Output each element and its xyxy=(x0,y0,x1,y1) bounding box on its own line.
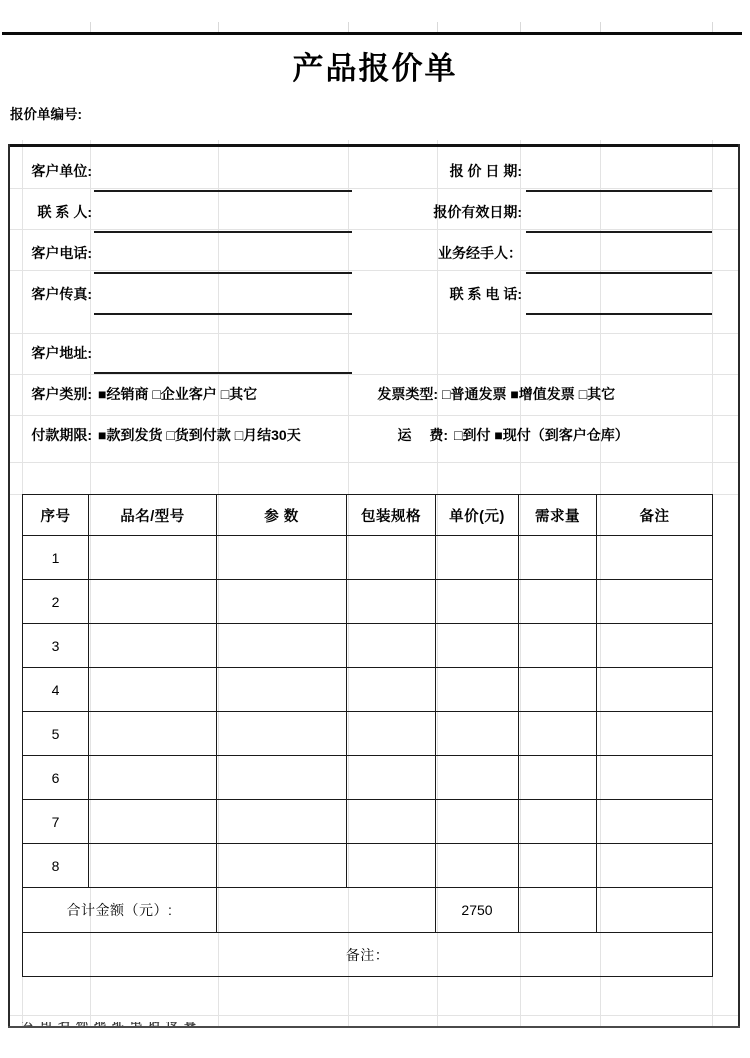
field-customer-address[interactable] xyxy=(94,333,352,372)
cell-package[interactable] xyxy=(347,712,436,756)
options-invoice-type[interactable]: □普通发票 ■增值发票 □其它 xyxy=(442,386,616,402)
label-freight: 运 费: xyxy=(397,427,448,443)
options-payment-term[interactable]: ■款到发货 □货到付款 □月结30天 xyxy=(98,427,301,443)
label-customer-category: 客户类别: xyxy=(31,386,92,402)
cell-remark[interactable] xyxy=(597,668,713,712)
quote-number-label: 报价单编号: xyxy=(10,107,82,122)
cell-spec[interactable] xyxy=(217,624,347,668)
total-middle-cell[interactable] xyxy=(217,888,436,933)
column-header-quantity: 需求量 xyxy=(519,495,597,536)
bottom-divider-rule xyxy=(8,1026,740,1028)
cell-remark[interactable] xyxy=(597,536,713,580)
info-row-customer-company xyxy=(8,151,740,192)
label-payment-term: 付款期限: xyxy=(31,427,92,443)
gridline-horizontal xyxy=(8,462,740,463)
page-title: 产品报价单 xyxy=(292,51,458,86)
cell-package[interactable] xyxy=(347,800,436,844)
cell-price[interactable] xyxy=(436,800,519,844)
table-remark-row xyxy=(23,933,713,977)
field-contact-phone[interactable] xyxy=(526,274,712,313)
table-row xyxy=(23,536,713,580)
cell-remark[interactable] xyxy=(597,580,713,624)
cell-index: 4 xyxy=(23,668,89,712)
cell-index: 7 xyxy=(23,800,89,844)
label-customer-company: 客户单位: xyxy=(31,163,92,179)
options-freight[interactable]: □到付 ■现付（到客户仓库） xyxy=(454,427,629,443)
table-row xyxy=(23,580,713,624)
table-row xyxy=(23,624,713,668)
cell-quantity[interactable] xyxy=(519,844,597,888)
column-header-package: 包装规格 xyxy=(347,495,436,536)
cell-name[interactable] xyxy=(89,536,217,580)
info-row-customer-address xyxy=(8,333,740,374)
column-header-price: 单价(元) xyxy=(436,495,519,536)
cell-quantity[interactable] xyxy=(519,756,597,800)
cell-spec[interactable] xyxy=(217,756,347,800)
cell-package[interactable] xyxy=(347,668,436,712)
label-invoice-type: 发票类型: xyxy=(377,386,438,402)
table-total-row xyxy=(23,888,713,933)
cell-name[interactable] xyxy=(89,580,217,624)
cell-name[interactable] xyxy=(89,800,217,844)
total-amount-label: 合计金额（元）: xyxy=(23,888,217,933)
cell-spec[interactable] xyxy=(217,536,347,580)
table-row xyxy=(23,800,713,844)
total-amount-value[interactable]: 2750 xyxy=(436,888,519,933)
label-sales-handler: 业务经手人： xyxy=(438,245,522,261)
cell-package[interactable] xyxy=(347,580,436,624)
cell-index: 2 xyxy=(23,580,89,624)
cell-name[interactable] xyxy=(89,624,217,668)
label-customer-address: 客户地址: xyxy=(31,345,92,361)
gridline-horizontal xyxy=(8,1015,740,1016)
cell-quantity[interactable] xyxy=(519,580,597,624)
cell-quantity[interactable] xyxy=(519,624,597,668)
column-header-spec: 参 数 xyxy=(217,495,347,536)
cell-package[interactable] xyxy=(347,536,436,580)
cell-spec[interactable] xyxy=(217,844,347,888)
remark-label[interactable]: 备注： xyxy=(23,933,713,977)
cell-index: 1 xyxy=(23,536,89,580)
info-row-customer-category xyxy=(8,374,740,415)
cell-name[interactable] xyxy=(89,844,217,888)
cell-price[interactable] xyxy=(436,668,519,712)
underline-contact-phone xyxy=(526,313,712,315)
cell-quantity[interactable] xyxy=(519,712,597,756)
cell-quantity[interactable] xyxy=(519,800,597,844)
label-contact-phone: 联 系 电 话: xyxy=(449,286,522,302)
table-row xyxy=(23,844,713,888)
column-header-remark: 备注 xyxy=(597,495,713,536)
label-customer-phone: 客户电话: xyxy=(31,245,92,261)
info-row-payment-term xyxy=(8,415,740,456)
cell-package[interactable] xyxy=(347,756,436,800)
table-row xyxy=(23,756,713,800)
cell-remark[interactable] xyxy=(597,624,713,668)
total-remark-cell[interactable] xyxy=(597,888,713,933)
cell-spec[interactable] xyxy=(217,580,347,624)
info-row-customer-fax xyxy=(8,274,740,315)
info-row-customer-phone xyxy=(8,233,740,274)
label-quote-date: 报 价 日 期: xyxy=(449,163,522,179)
column-header-name: 品名/型号 xyxy=(89,495,217,536)
label-quote-valid-date: 报价有效日期: xyxy=(433,204,522,220)
cell-price[interactable] xyxy=(436,536,519,580)
cell-package[interactable] xyxy=(347,844,436,888)
cell-name[interactable] xyxy=(89,712,217,756)
cell-name[interactable] xyxy=(89,668,217,712)
cell-quantity[interactable] xyxy=(519,668,597,712)
cell-quantity[interactable] xyxy=(519,536,597,580)
field-quote-date[interactable] xyxy=(526,151,712,190)
cell-price[interactable] xyxy=(436,844,519,888)
cell-price[interactable] xyxy=(436,580,519,624)
cell-remark[interactable] xyxy=(597,800,713,844)
field-sales-handler[interactable] xyxy=(526,233,712,272)
cell-name[interactable] xyxy=(89,756,217,800)
cell-index: 8 xyxy=(23,844,89,888)
info-block-top-border xyxy=(8,144,740,147)
cell-remark[interactable] xyxy=(597,756,713,800)
cell-index: 3 xyxy=(23,624,89,668)
cell-price[interactable] xyxy=(436,756,519,800)
cell-price[interactable] xyxy=(436,712,519,756)
cell-package[interactable] xyxy=(347,624,436,668)
field-quote-valid-date[interactable] xyxy=(526,192,712,231)
label-contact-person: 联 系 人: xyxy=(37,204,92,220)
table-row xyxy=(23,712,713,756)
cell-spec[interactable] xyxy=(217,712,347,756)
cell-price[interactable] xyxy=(436,624,519,668)
cell-remark[interactable] xyxy=(597,712,713,756)
cell-spec[interactable] xyxy=(217,668,347,712)
options-customer-category[interactable]: ■经销商 □企业客户 □其它 xyxy=(98,386,258,402)
column-header-index: 序号 xyxy=(23,495,89,536)
table-row xyxy=(23,668,713,712)
label-customer-fax: 客户传真: xyxy=(31,286,92,302)
total-quantity-cell[interactable] xyxy=(519,888,597,933)
cell-index: 5 xyxy=(23,712,89,756)
top-divider-rule xyxy=(2,32,742,35)
product-quote-table xyxy=(22,494,713,977)
table-header-row xyxy=(23,495,713,536)
cell-index: 6 xyxy=(23,756,89,800)
cell-remark[interactable] xyxy=(597,844,713,888)
info-row-contact-person xyxy=(8,192,740,233)
cell-spec[interactable] xyxy=(217,800,347,844)
